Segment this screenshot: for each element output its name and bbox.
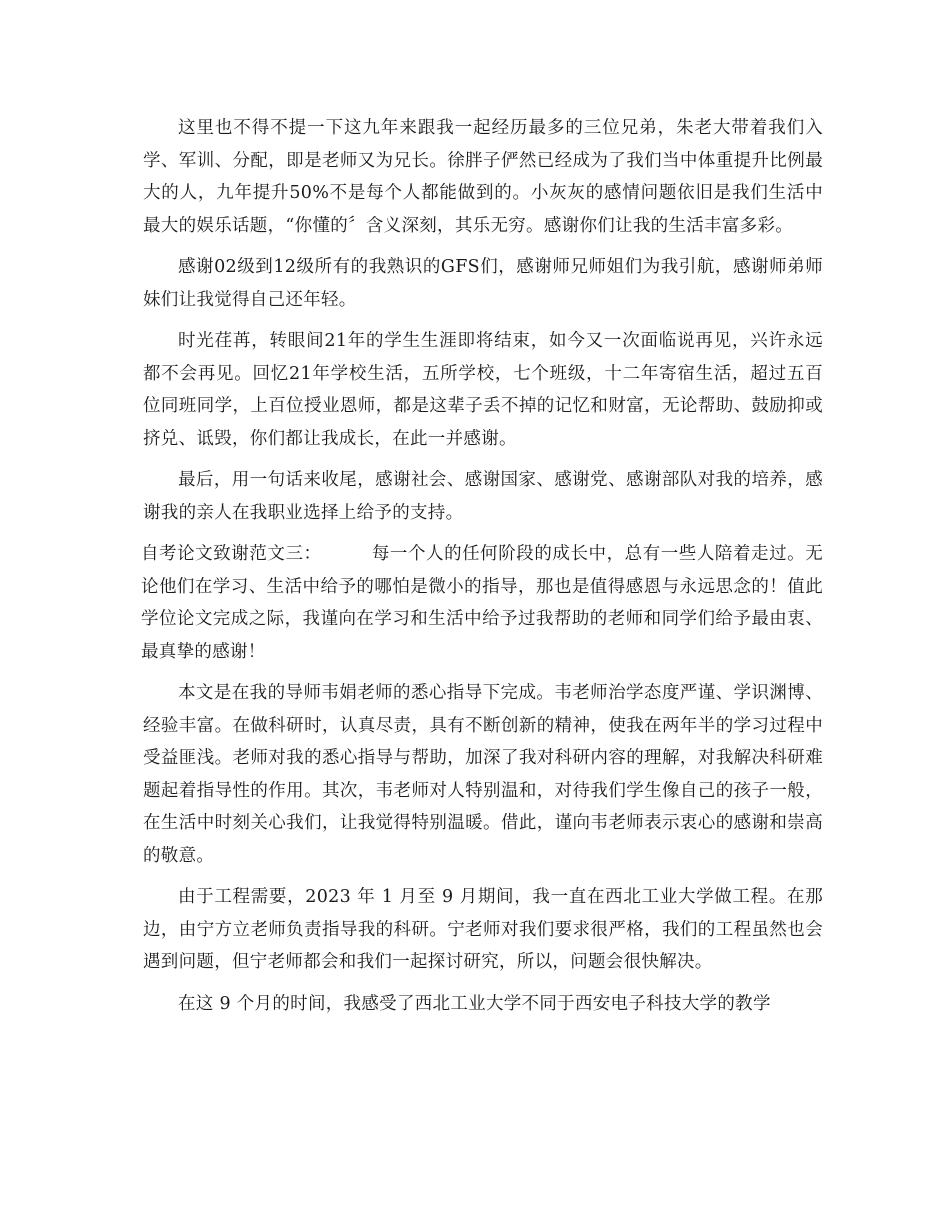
section-three: [141, 538, 823, 668]
paragraph-nine-months: 在这 9 个月的时间，我感受了西北工业大学不同于西安电子科技大学的教学: [178, 993, 771, 1014]
document-page: [143, 112, 823, 1029]
paragraph-project: 由于工程需要，2023 年 1 月至 9 月期间，我一直在西北工业大学做工程。在那边，由宁方立老师负责指导我的科研。宁老师对我们要求很严格，我们的工程虽然也会遇到问题，但宁老师都会和我们一起探讨研究，所以，问题会很快解决。: [143, 887, 823, 972]
section-heading: 自考论文致谢范文三：: [141, 544, 322, 564]
paragraph-time: 时光荏苒，转眼间21年的学生生涯即将结束，如今又一次面临说再见，兴许永远都不会再见。回忆21年学校生活，五所学校，七个班级，十二年寄宿生活，超过五百位同班同学，上百位授业恩师，都是这辈子丢不掉的记忆和财富，无论帮助、鼓励抑或挤兑、诋毁，你们都让我成长，在此一并感谢。: [143, 331, 823, 449]
paragraph-closing: 最后，用一句话来收尾，感谢社会、感谢国家、感谢党、感谢部队对我的培养，感谢我的亲人在我职业选择上给予的支持。: [143, 470, 823, 523]
paragraph-advisor: 本文是在我的导师韦娟老师的悉心指导下完成。韦老师治学态度严谨、学识渊博、经验丰富。在做科研时，认真尽责，具有不断创新的精神，使我在两年半的学习过程中受益匪浅。老师对我的悉心指导与帮助，加深了我对科研内容的理解，对我解决科研难题起着指导性的作用。其次，韦老师对人特别温和，对待我们学生像自己的孩子一般，在生活中时刻关心我们，让我觉得特别温暖。借此，谨向韦老师表示衷心的感谢和崇高的敬意。: [143, 683, 823, 866]
paragraph-gfs: 感谢02级到12级所有的我熟识的GFS们，感谢师兄师姐们为我引航，感谢师弟师妹们让我觉得自己还年轻。: [143, 257, 823, 310]
paragraph-brothers: 这里也不得不提一下这九年来跟我一起经历最多的三位兄弟，朱老大带着我们入学、军训、分配，即是老师又为兄长。徐胖子俨然已经成为了我们当中体重提升比例最大的人，九年提升50%不是每个人都能做到的。小灰灰的感情问题依旧是我们生活中最大的娱乐话题，“你懂的〞含义深刻，其乐无穷。感谢你们让我的生活丰富多彩。: [143, 118, 823, 236]
section-first-paragraph: 每一个人的任何阶段的成长中，总有一些人陪着走过。无论他们在学习、生活中给予的哪怕是微小的指导，那也是值得感恩与永远思念的！值此学位论文完成之际，我谨向在学习和生活中给予过我帮助的老师和同学们给予最由衷、最真挚的感谢！: [141, 544, 824, 662]
